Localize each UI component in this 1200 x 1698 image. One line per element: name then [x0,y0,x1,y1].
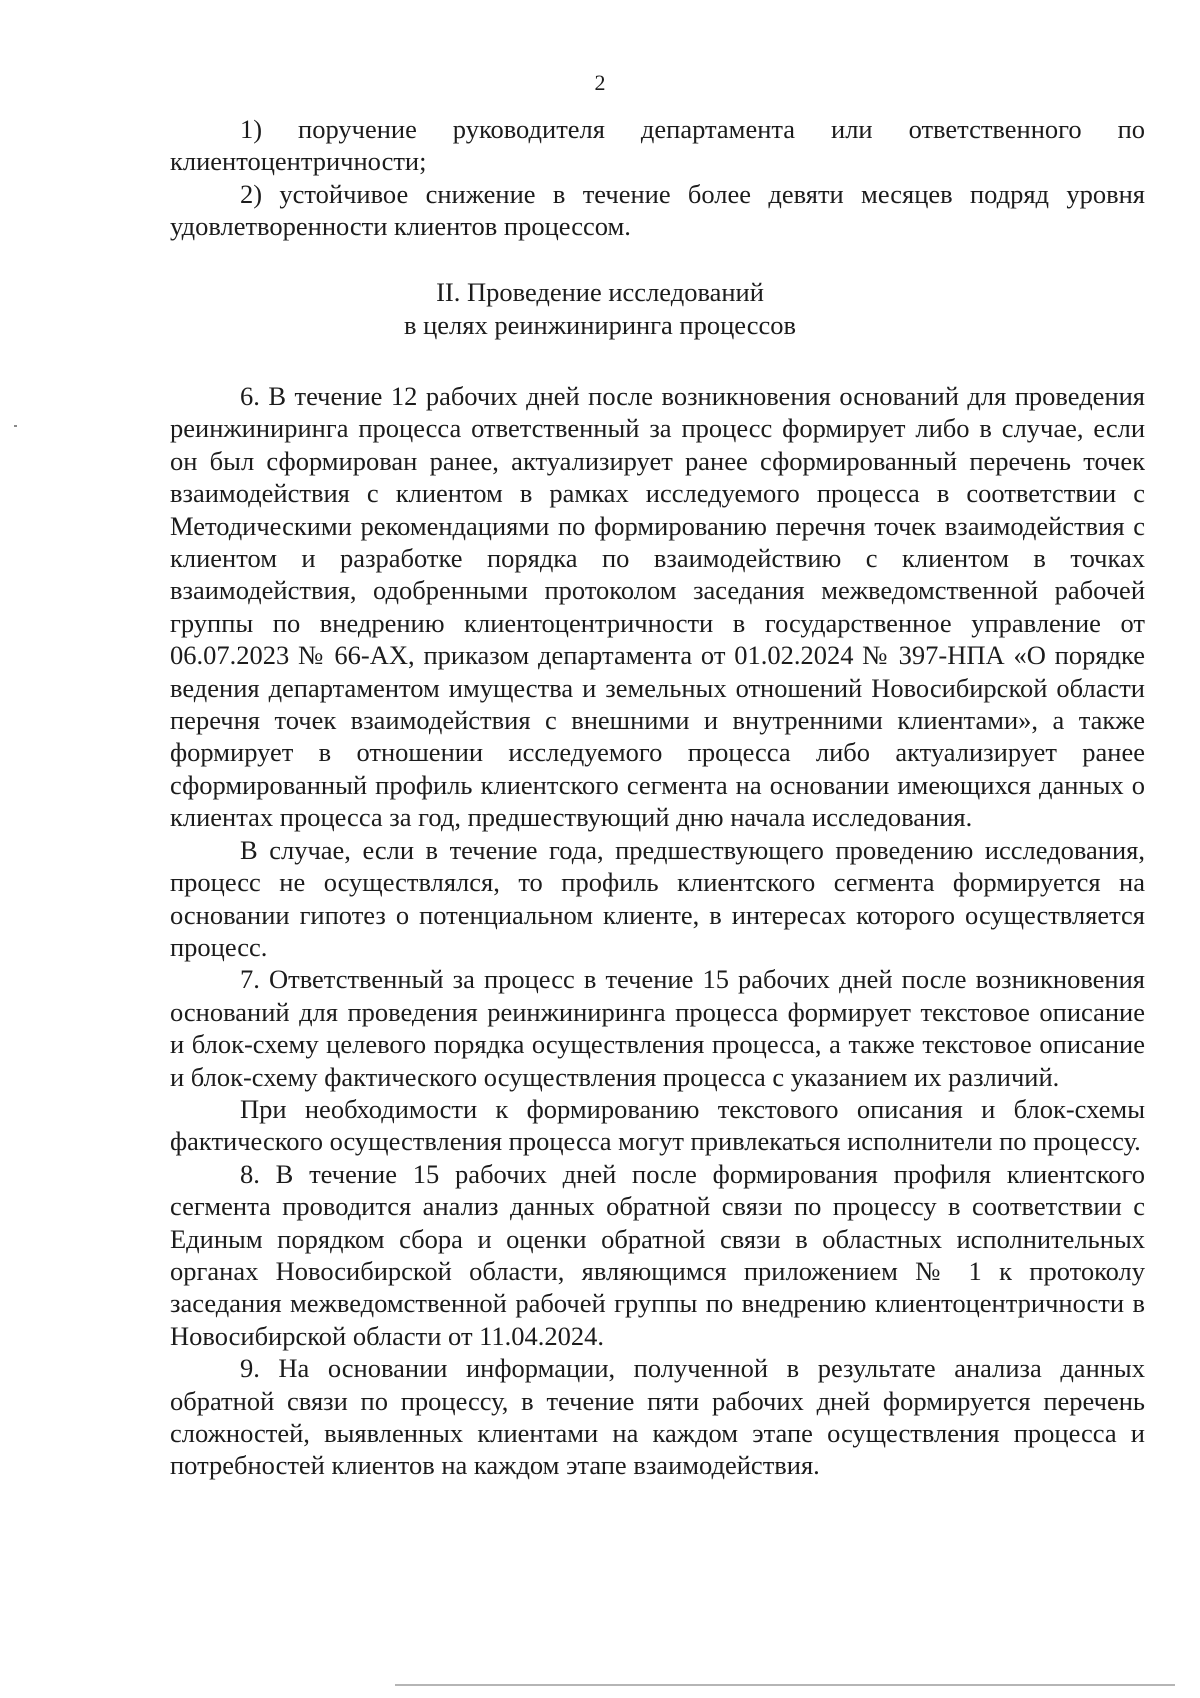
scan-artifact [14,425,17,427]
intro-item: 2) устойчивое снижение в течение более девяти месяцев подряд уровня удовлетворенности клиентов процессом. [170,178,1145,242]
section-title-line-1: II. Проведение исследований [436,277,764,307]
paragraph-6: 6. В течение 12 рабочих дней после возникновения оснований для проведения реинжиниринга процесса ответственный за процесс формирует либо в случае, если он был сформирован ранее, актуализирует ранее сформированный перечень точек взаимодействия с клиентом в рамках исследуемого процесса в соответствии с Методическими рекомендациями по формированию перечня точек взаимодействия с клиентом и разработке порядка по взаимодействию с клиентом в точках взаимодействия, одобренными протоколом заседания межведомственной рабочей группы по внедрению клиентоцентричности в государственное управление от 06.07.2023 № 66-АХ, приказом департамента от 01.02.2024 № 397-НПА «О порядке ведения департаментом имущества и земельных отношений Новосибирской области перечня точек взаимодействия с внешними и внутренними клиентами», а также формирует в отношении исследуемого процесса либо актуализирует ранее сформированный профиль клиентского сегмента на основании имеющихся данных о клиентах процесса за год, предшествующий дню начала исследования. [170,381,1145,833]
section-title-line-2: в целях реинжиниринга процессов [403,310,797,340]
section-heading [0,276,1200,342]
section-body [170,380,1145,1482]
paragraph-9: 9. На основании информации, полученной в результате анализа данных обратной связи по процессу, в течение пяти рабочих дней формируется перечень сложностей, выявленных клиентами на каждом этапе осуществления процесса и потребностей клиентов на каждом этапе взаимодействия. [170,1353,1145,1481]
paragraph-8: 8. В течение 15 рабочих дней после формирования профиля клиентского сегмента проводится анализ данных обратной связи по процессу в соответствии с Единым порядком сбора и оценки обратной связи в областных исполнительных органах Новосибирской области, являющимся приложением № 1 к протоколу заседания межведомственной рабочей группы по внедрению клиентоцентричности в Новосибирской области от 11.04.2024. [170,1158,1145,1351]
page-number: 2 [594,70,606,95]
intro-list [170,113,1145,243]
bottom-divider [395,1684,1175,1686]
paragraph-7-note: При необходимости к формированию текстового описания и блок-схемы фактического осуществления процесса могут привлекаться исполнители по процессу. [170,1093,1145,1157]
paragraph-7: 7. Ответственный за процесс в течение 15 рабочих дней после возникновения оснований для проведения реинжиниринга процесса формирует текстовое описание и блок-схему целевого порядка осуществления процесса, а также текстовое описание и блок-схему фактического осуществления процесса с указанием их различий. [170,964,1145,1092]
paragraph-6-note: В случае, если в течение года, предшествующего проведению исследования, процесс не осуществлялся, то профиль клиентского сегмента формируется на основании гипотез о потенциальном клиенте, в интересах которого осуществляется процесс. [170,834,1145,962]
intro-item: 1) поручение руководителя департамента или ответственного по клиентоцентричности; [170,114,1145,177]
